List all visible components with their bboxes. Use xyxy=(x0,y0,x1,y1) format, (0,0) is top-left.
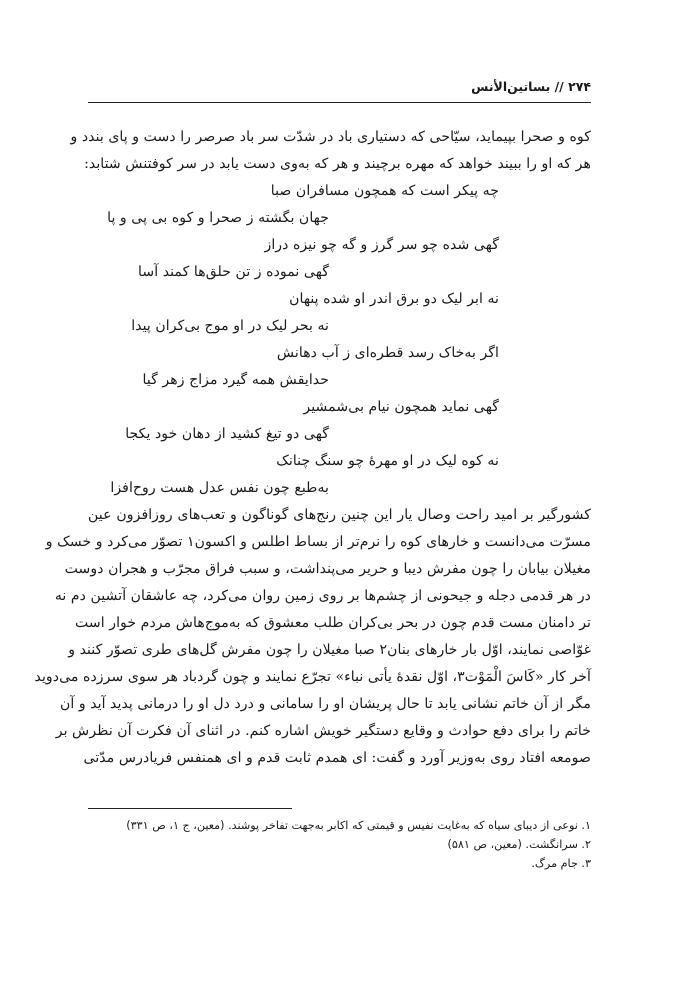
text-line: مگر از آن خاتم نشانی یابد تا حال پریشان او را سامانی و درد دل او را درمانی پدید آید و آن xyxy=(59,696,591,712)
verse-line: گهی نماید همچون نیام بی‌شمشیر xyxy=(303,399,499,415)
text-line: مغیلان بیابان را چون مفرش دیبا و حریر می‌پنداشت، و سبب فراق مجرّب و هجران دوست xyxy=(64,561,591,577)
text-line: کشورگیر بر امید راحت وصال یار این چنین رنج‌های گوناگون و تعب‌های روزافزون عین xyxy=(88,507,591,523)
verse-line: حدایقش همه گیرد مزاج زهر گیا xyxy=(142,372,329,388)
verse-line: گهی نموده ز تن حلق‌ها کمند آسا xyxy=(138,264,329,280)
footnote: ۲. سرانگشت. (معین، ص ۵۸۱) xyxy=(447,838,591,851)
text-line: خاتم را برای دفع حوادث و وقایع دستگیر خویش اشاره کنم. در اثنای آن فکرت آن نظرش بر xyxy=(55,723,591,739)
running-header-title: ۲۷۴ // بساتین‌الأنس xyxy=(471,79,591,94)
footnote-divider xyxy=(88,808,292,809)
text-line: تر دامنان مست قدم چون در بحر بی‌کران طلب معشوق که به‌موج‌هاش مردم خوار است xyxy=(74,615,591,631)
verse-line: جهان بگشته ز صحرا و کوه بی پی و پا xyxy=(107,210,329,226)
text-line: آخر کار «کَاسَ الْمَوْت۳، اوّل نقدهٔ یأتی نباء» تجرّع نمایند و چون گردباد هر سوی سرزده می‌دوید xyxy=(34,669,591,685)
verse-line: اگر به‌خاک رسد قطره‌ای ز آب دهانش xyxy=(276,345,499,361)
verse-line: چه پیکر است که همچون مسافران صبا xyxy=(270,183,499,199)
verse-line: نه بحر لیک در او موج بی‌کران پیدا xyxy=(131,318,329,334)
text-line: کوه و صحرا بپیماید، سیّاحی که دستیاری باد در شدّت سر باد صرصر را دست و پای بندد و xyxy=(70,129,591,145)
verse-line: نه کوه لیک در او مهرهٔ چو سنگ چنانک xyxy=(276,453,499,469)
running-header xyxy=(88,78,591,103)
footnote: ۱. نوعی از دیبای سیاه که به‌غایت نفیس و قیمتی که اکابر به‌جهت تفاخر پوشند. (معین، ج ۱، ص ۳۳۱) xyxy=(126,819,591,832)
text-line: مسرّت می‌دانست و خارهای کوه را نرم‌تر از بساط اطلس و اکسون۱ تصوّر می‌کرد و خسک و xyxy=(45,534,591,550)
verse-line: گهی شده چو سر گرز و گه چو نیزه دراز xyxy=(264,237,499,253)
text-line: صومعه افتاد روی به‌وزیر آورد و گفت: ای همدم ثابت قدم و ای همنفس فریادرس مدّتی xyxy=(83,750,591,766)
verse-line: گهی دو تیغ کشید از دهان خود یکجا xyxy=(125,426,329,442)
verse-line: نه ابر لیک دو برق اندر او شده پنهان xyxy=(289,291,499,307)
text-line: غوّاصی نمایند، اوّل بار خارهای بنان۲ صبا مغیلان را چون مفرش گل‌های طری تصوّر کنند و xyxy=(68,642,591,658)
text-line: هر که او را ببیند خواهد که مهره برچیند و هر که به‌وی دست یابد در سر کوفتنش شتابد: xyxy=(84,156,591,172)
text-line: در هر قدمی دجله و جیحونی از چشم‌ها بر روی زمین روان می‌کرد، چه عاشقان آتشین دم نه xyxy=(54,588,591,604)
footnotes xyxy=(88,816,591,873)
page-body xyxy=(34,124,591,772)
verse-line: به‌طبع چون نفس عدل هست روح‌افزا xyxy=(110,480,329,496)
footnote: ۳. جام مرگ. xyxy=(531,857,591,870)
